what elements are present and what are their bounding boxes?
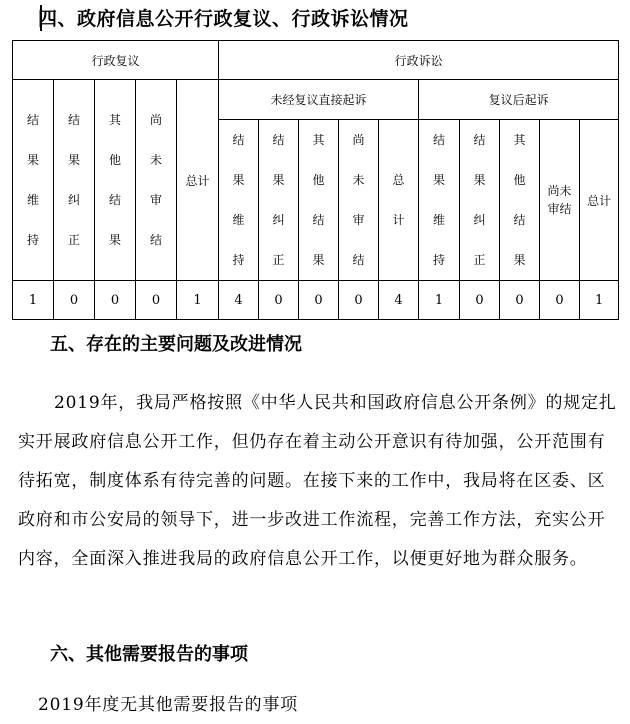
- value-cell: 0: [54, 281, 95, 320]
- review-col-header: 尚 未 审 结: [136, 80, 177, 281]
- value-cell: 0: [95, 281, 136, 320]
- value-cell: 0: [540, 281, 580, 320]
- value-cell: 0: [339, 281, 379, 320]
- value-cell: 0: [500, 281, 540, 320]
- no-review-col-header: 结 果 维 持: [219, 120, 259, 281]
- value-cell: 1: [419, 281, 460, 320]
- admin-review-header: 行政复议: [13, 41, 219, 80]
- no-review-col-header: 总 计: [379, 120, 419, 281]
- value-cell: 4: [219, 281, 259, 320]
- review-litigation-table: [12, 40, 619, 320]
- after-review-col-header: 结 果 纠 正: [460, 120, 500, 281]
- after-review-col-header: 结 果 维 持: [419, 120, 460, 281]
- value-cell: 0: [460, 281, 500, 320]
- value-cell: 0: [259, 281, 299, 320]
- admin-litigation-header: 行政诉讼: [219, 41, 619, 80]
- section-5-body: 2019年，我局严格按照《中华人民共和国政府信息公开条例》的规定扎实开展政府信息公开工作，但仍存在着主动公开意识有待加强，公开范围有待拓宽，制度体系有待完善的问题。在接下来的工作中，我局将在区委、区政府和市公安局的领导下，进一步改进工作流程，完善工作方法，充实公开内容，全面深入推进我局的政府信息公开工作，以便更好地为群众服务。: [18, 393, 617, 569]
- after-review-col-header: 其 他 结 果: [500, 120, 540, 281]
- after-review-col-header: 尚未审结: [540, 120, 580, 281]
- value-cell: 1: [177, 281, 219, 320]
- section-6-heading: 六、其他需要报告的事项: [50, 644, 248, 665]
- no-review-col-header: 结 果 纠 正: [259, 120, 299, 281]
- after-review-col-header: 总计: [580, 120, 619, 281]
- section-6-body: 2019年度无其他需要报告的事项: [38, 695, 299, 715]
- section-4-heading: 四、政府信息公开行政复议、行政诉讼情况: [38, 8, 409, 30]
- section-5-heading: 五、存在的主要问题及改进情况: [50, 334, 302, 355]
- review-col-header: 总计: [177, 80, 219, 281]
- review-col-header: 结 果 维 持: [13, 80, 54, 281]
- review-col-header: 结 果 纠 正: [54, 80, 95, 281]
- no-review-header: 未经复议直接起诉: [219, 80, 419, 120]
- review-col-header: 其 他 结 果: [95, 80, 136, 281]
- value-cell: 4: [379, 281, 419, 320]
- value-cell: 1: [580, 281, 619, 320]
- value-cell: 0: [299, 281, 339, 320]
- after-review-header: 复议后起诉: [419, 80, 619, 120]
- no-review-col-header: 尚 未 审 结: [339, 120, 379, 281]
- value-cell: 0: [136, 281, 177, 320]
- no-review-col-header: 其 他 结 果: [299, 120, 339, 281]
- value-cell: 1: [13, 281, 54, 320]
